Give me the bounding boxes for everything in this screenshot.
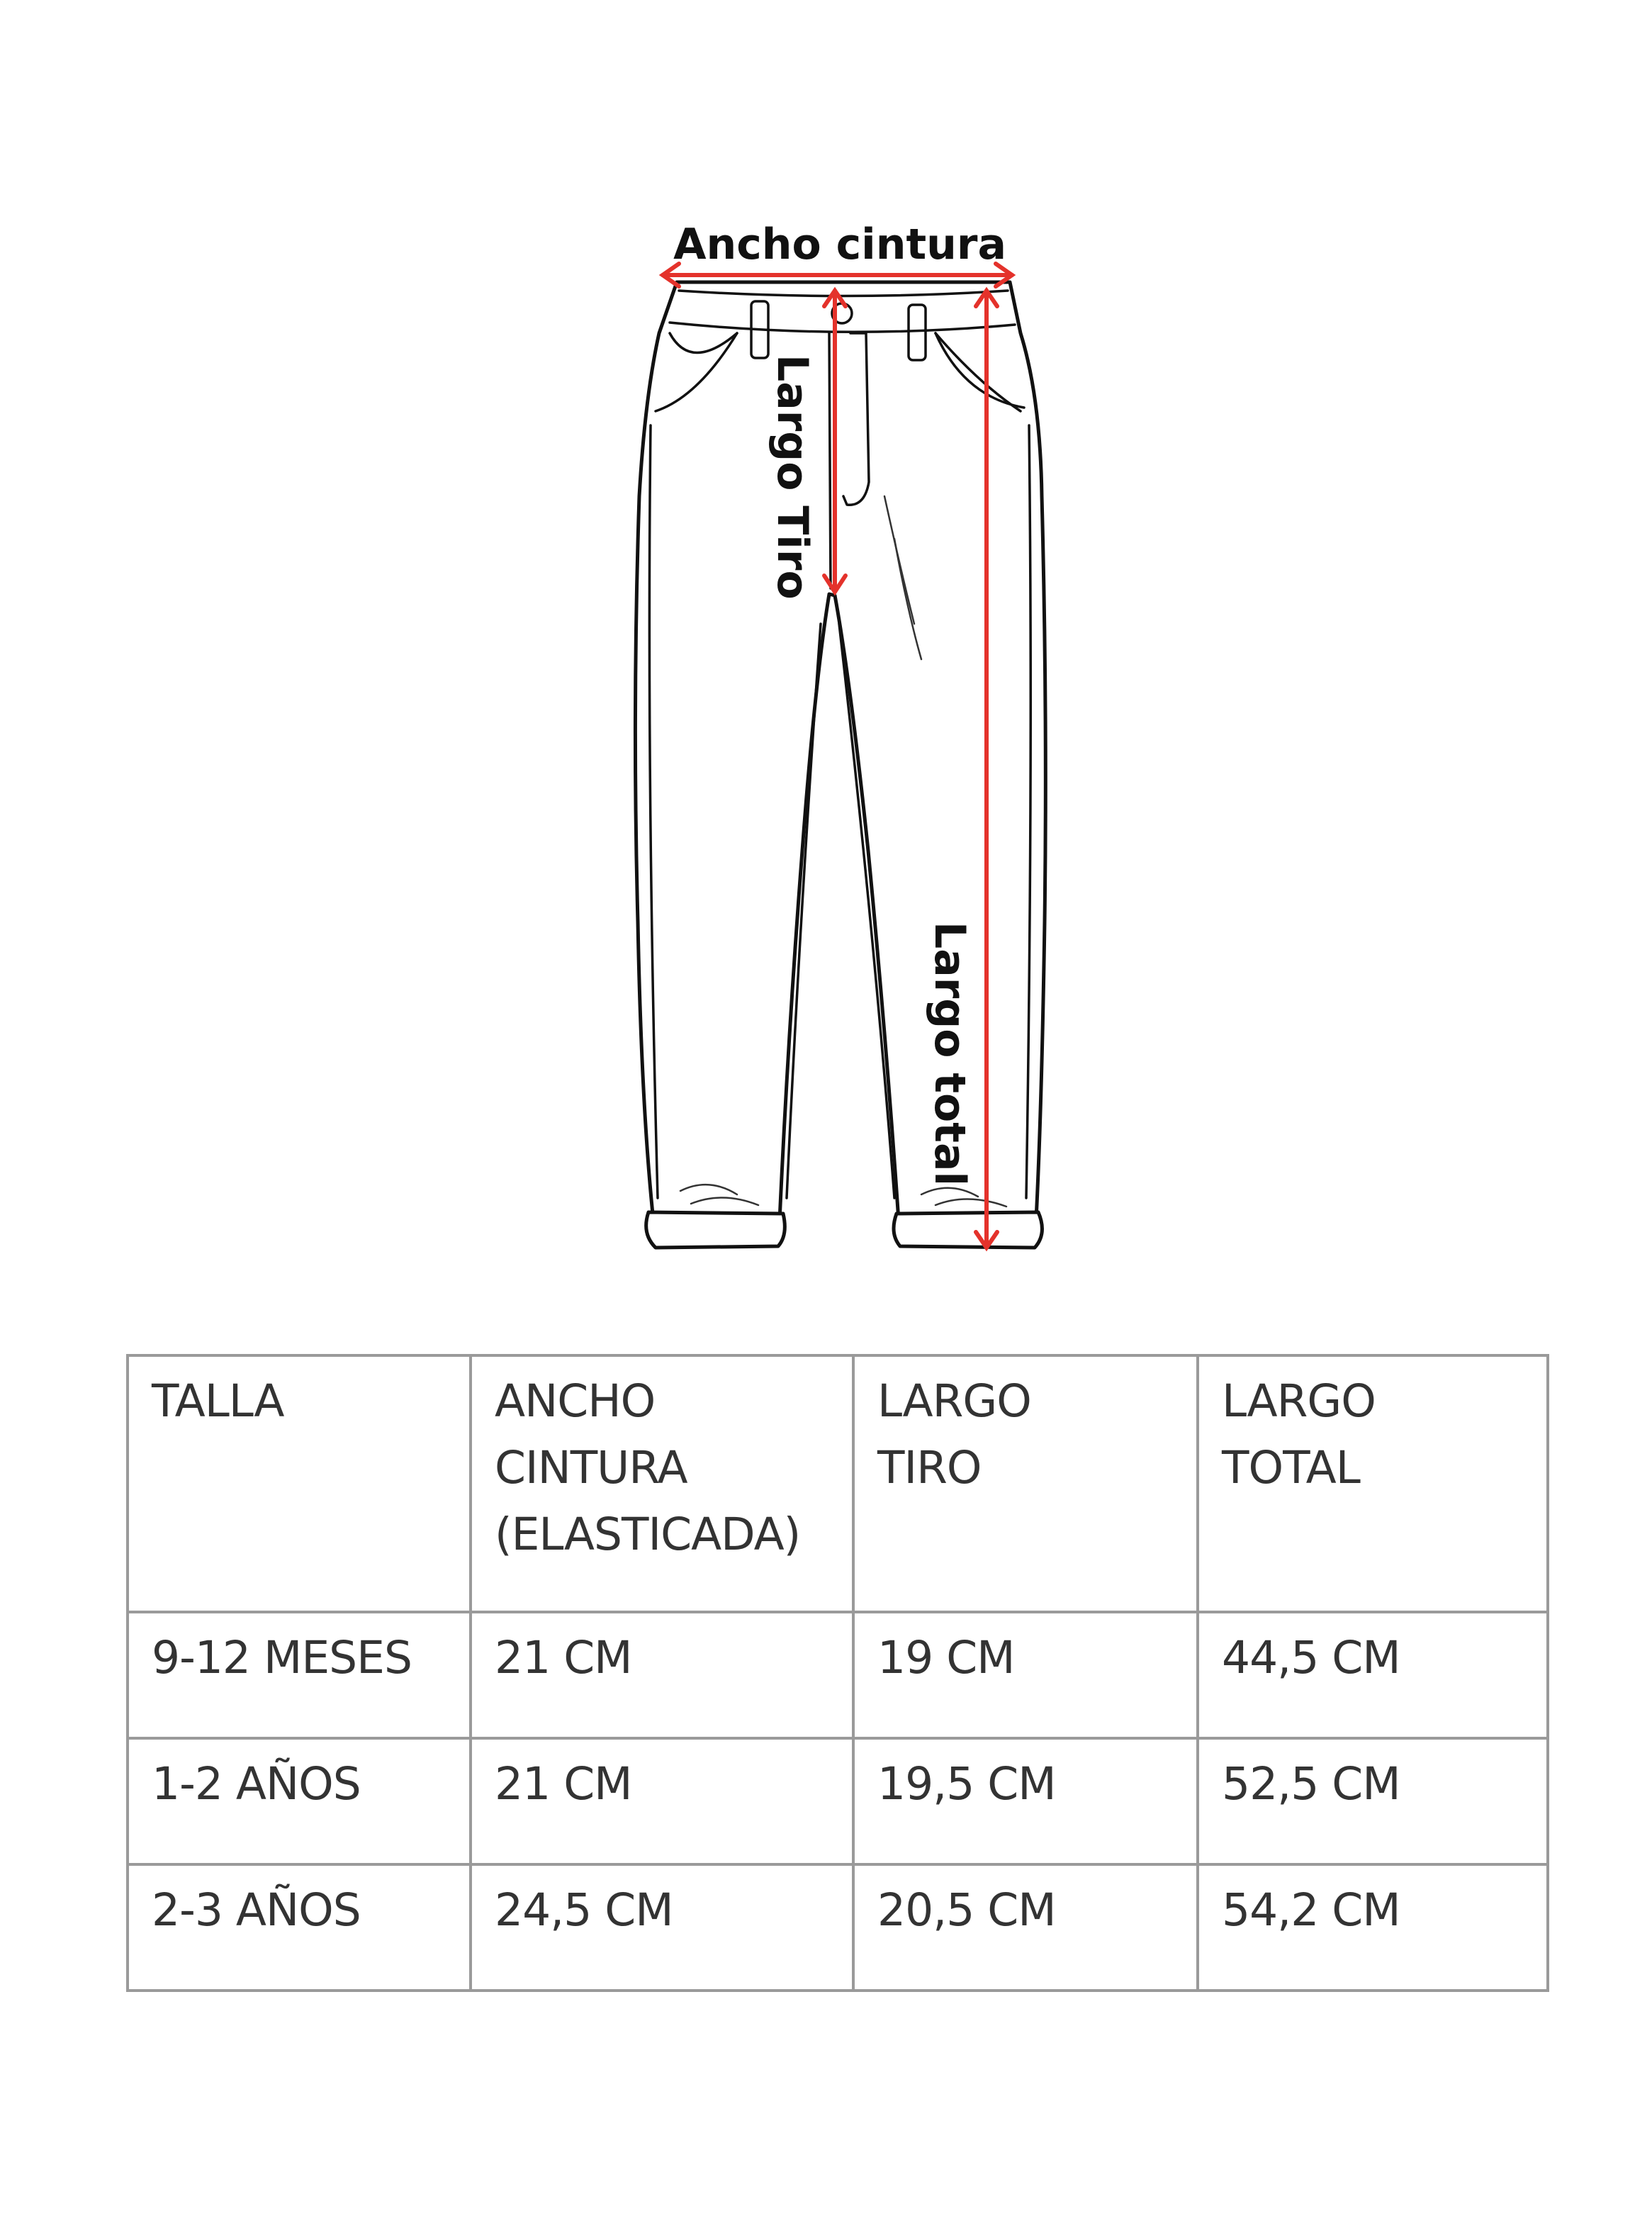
cell-waist-width: 24,5 CM	[471, 1864, 853, 1991]
header-waist-line-3: (ELASTICADA)	[495, 1509, 801, 1560]
header-waist-line-1: ANCHO	[495, 1375, 656, 1427]
cell-total-length: 52,5 CM	[1198, 1738, 1548, 1864]
table-header-row	[128, 1355, 1548, 1612]
cell-size: 1-2 AÑOS	[128, 1738, 471, 1864]
cell-total-length: 54,2 CM	[1198, 1864, 1548, 1991]
table-row	[128, 1738, 1548, 1864]
header-waist-line-2: CINTURA	[495, 1442, 687, 1494]
cell-rise-length: 20,5 CM	[853, 1864, 1198, 1991]
cell-size: 2-3 AÑOS	[128, 1864, 471, 1991]
header-size	[128, 1355, 471, 1612]
rise-length-label: Largo Tiro	[768, 354, 817, 600]
waist-width-label: Ancho cintura	[673, 220, 1006, 269]
header-size-line: TALLA	[152, 1375, 284, 1427]
cell-waist-width: 21 CM	[471, 1738, 853, 1864]
cell-rise-length: 19,5 CM	[853, 1738, 1198, 1864]
size-table	[126, 1354, 1549, 1992]
cuff-left	[646, 1212, 785, 1248]
cuff-right	[894, 1212, 1042, 1248]
cell-total-length: 44,5 CM	[1198, 1612, 1548, 1738]
fly-edge	[829, 333, 831, 588]
pants-body	[635, 282, 1045, 1221]
table-row	[128, 1864, 1548, 1991]
cell-size: 9-12 MESES	[128, 1612, 471, 1738]
header-rise-length	[853, 1355, 1198, 1612]
header-total-line-1: LARGO	[1222, 1375, 1376, 1427]
header-waist-width	[471, 1355, 853, 1612]
total-length-label: Largo total	[925, 922, 974, 1187]
header-rise-line-2: TIRO	[877, 1442, 982, 1494]
header-rise-line-1: LARGO	[877, 1375, 1031, 1427]
header-total-length	[1198, 1355, 1548, 1612]
header-total-line-2: TOTAL	[1222, 1442, 1360, 1494]
pants-illustration	[635, 282, 1045, 1248]
cell-waist-width: 21 CM	[471, 1612, 853, 1738]
table-row	[128, 1612, 1548, 1738]
cell-rise-length: 19 CM	[853, 1612, 1198, 1738]
